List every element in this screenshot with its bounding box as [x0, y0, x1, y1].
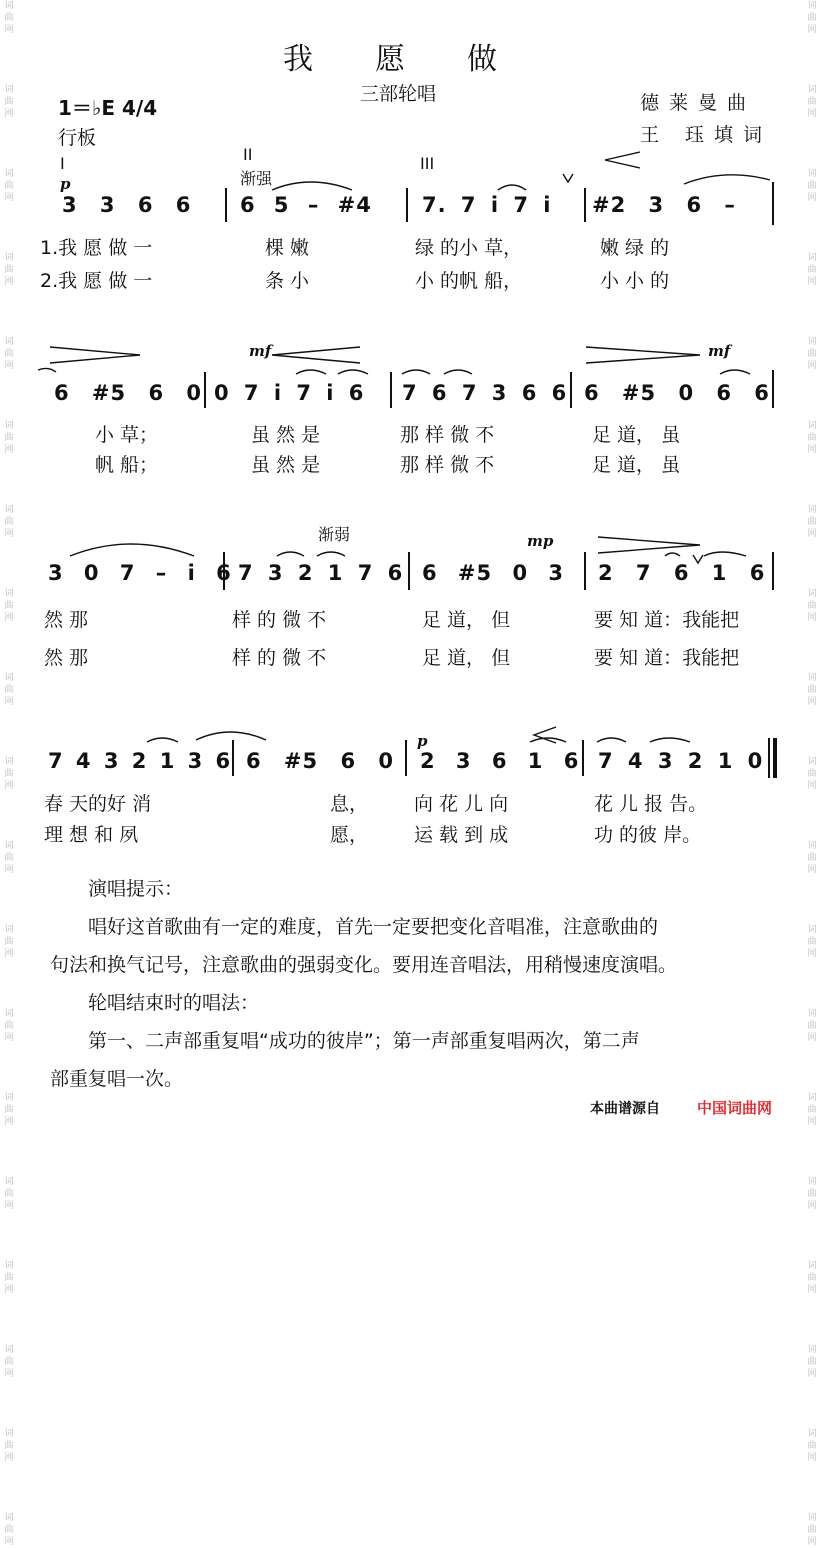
lyric-line: 花 儿 报 告。	[594, 793, 708, 815]
watermark-text: 词 曲 网	[4, 1429, 14, 1463]
lyric-line: 息，	[330, 793, 369, 815]
dynamic-mark: mp	[527, 532, 554, 550]
lyric-line: 然 那	[44, 609, 89, 631]
slur	[338, 370, 368, 374]
watermark-text: 词 曲 网	[4, 589, 14, 623]
measure-notes: 6 #5 0 3	[422, 561, 564, 585]
part-marker-3: III	[420, 154, 435, 173]
watermark-text: 词 曲 网	[807, 1009, 817, 1043]
lyric-line: 1.我 愿 做 一	[40, 237, 153, 259]
measure-notes: 0 7 i 7 i 6	[214, 381, 365, 405]
watermark-text: 词 曲 网	[807, 589, 817, 623]
lyric-line: 虽 然 是	[251, 424, 321, 446]
measure-notes: 6 5 – #4	[240, 193, 372, 217]
watermark-text: 词 曲 网	[807, 85, 817, 119]
watermark-text: 词 曲 网	[807, 1, 817, 35]
measure-notes: 7 3 2 1 7 6	[238, 561, 404, 585]
measure-notes: 7 4 3 2 1 3 6	[48, 749, 232, 773]
watermark-text: 词 曲 网	[4, 1009, 14, 1043]
watermark-text: 词 曲 网	[4, 841, 14, 875]
tips-heading: 演唱提示：	[88, 878, 184, 900]
lyric-line: 然 那	[44, 647, 89, 669]
watermark-text: 词 曲 网	[807, 1177, 817, 1211]
lyric-line: 小 小 的	[600, 270, 670, 292]
tempo-marking: 行板	[58, 127, 97, 149]
lyric-line: 功 的彼 岸。	[594, 824, 702, 846]
watermark-text: 词 曲 网	[807, 925, 817, 959]
lyric-line: 小 草；	[95, 424, 159, 446]
key-signature: 1＝♭E 4/4	[58, 96, 158, 120]
watermark-text: 词 曲 网	[4, 1093, 14, 1127]
watermark-text: 词 曲 网	[807, 169, 817, 203]
tips-paragraph: 第一、二声部重复唱“成功的彼岸”；第一声部重复唱两次，第二声	[88, 1030, 640, 1052]
watermark-text: 词 曲 网	[807, 757, 817, 791]
slur	[277, 552, 304, 556]
dynamic-mark: p	[60, 175, 71, 193]
watermark-text: 词 曲 网	[807, 421, 817, 455]
watermark-text: 词 曲 网	[807, 841, 817, 875]
watermark-text: 词 曲 网	[4, 253, 14, 287]
watermark-text: 词 曲 网	[4, 673, 14, 707]
slur	[720, 370, 750, 374]
watermark-text: 词 曲 网	[807, 253, 817, 287]
song-title: 我愿做	[283, 42, 559, 77]
measure-notes: 6 #5 6 0	[246, 749, 394, 773]
watermark-text: 词 曲 网	[807, 505, 817, 539]
watermark-text: 词 曲 网	[807, 337, 817, 371]
watermark-text: 词 曲 网	[4, 1345, 14, 1379]
measure-notes: 2 7 6 1 6	[598, 561, 766, 585]
slur	[597, 738, 626, 742]
lyric-line: 那 样 微 不	[400, 424, 495, 446]
slur	[684, 175, 770, 184]
part-marker-2: II	[243, 145, 253, 164]
watermark-text: 词 曲 网	[4, 1177, 14, 1211]
lyric-line: 春 天的好 消	[44, 793, 152, 815]
measure-notes: #2 3 6 –	[592, 193, 736, 217]
measure-notes: 7. 7 i 7 i	[422, 193, 552, 217]
lyric-line: 要 知 道：我能把	[594, 647, 740, 669]
breath-mark	[563, 174, 573, 182]
measure-notes: 7 6 7 3 6 6	[402, 381, 568, 405]
watermark-text: 词 曲 网	[4, 169, 14, 203]
slur	[444, 370, 472, 374]
crescendo-hairpin	[605, 152, 640, 168]
lyric-line: 那 样 微 不	[400, 454, 495, 476]
tips-paragraph: 轮唱结束时的唱法：	[88, 992, 260, 1014]
lyric-line: 愿，	[330, 824, 369, 846]
slur	[704, 552, 746, 556]
measure-notes: 7 4 3 2 1 0	[598, 749, 764, 773]
lyric-line: 棵 嫩	[265, 237, 310, 259]
slur	[38, 368, 56, 372]
lyric-line: 足 道， 但	[422, 609, 511, 631]
slur	[665, 553, 680, 556]
slur	[70, 544, 194, 556]
watermark-text: 词 曲 网	[4, 85, 14, 119]
slur	[402, 370, 430, 374]
watermark-text: 词 曲 网	[807, 1513, 817, 1547]
lyric-line: 足 道， 虽	[592, 454, 681, 476]
watermark-text: 词 曲 网	[807, 673, 817, 707]
slur	[296, 370, 326, 374]
footer-brand-link[interactable]: 中国词曲网	[697, 1099, 773, 1117]
measure-notes: 2 3 6 1 6	[420, 749, 580, 773]
slur	[196, 732, 266, 740]
lyric-line: 足 道， 虽	[592, 424, 681, 446]
watermark-text: 词 曲 网	[4, 421, 14, 455]
measure-notes: 6 #5 0 6 6	[584, 381, 770, 405]
measure-notes: 3 3 6 6	[62, 193, 192, 217]
crescendo-hairpin	[534, 727, 556, 743]
crescendo-hairpin	[272, 347, 360, 363]
lyric-line: 样 的 微 不	[232, 609, 327, 631]
lyric-line: 向 花 儿 向	[414, 793, 509, 815]
watermark-text: 词 曲 网	[4, 757, 14, 791]
lyric-line: 绿 的小 草，	[415, 237, 523, 259]
part-marker-1: I	[60, 154, 65, 173]
lyric-line: 要 知 道：我能把	[594, 609, 740, 631]
watermark-text: 词 曲 网	[4, 1, 14, 35]
lyric-line: 运 载 到 成	[414, 824, 509, 846]
watermark-text: 词 曲 网	[807, 1261, 817, 1295]
watermark-text: 词 曲 网	[807, 1345, 817, 1379]
tips-paragraph: 唱好这首歌曲有一定的难度，首先一定要把变化音唱准，注意歌曲的	[88, 916, 659, 938]
dim-marking: 渐弱	[318, 525, 351, 544]
lyric-line: 虽 然 是	[251, 454, 321, 476]
tips-paragraph: 句法和换气记号，注意歌曲的强弱变化。要用连音唱法，用稍慢速度演唱。	[50, 954, 678, 976]
slur	[317, 552, 345, 556]
breath-mark	[693, 555, 703, 563]
footer-source: 本曲谱源自	[590, 1101, 660, 1117]
lyric-line: 2.我 愿 做 一	[40, 270, 153, 292]
slur	[272, 182, 352, 190]
lyric-line: 小 的帆 船，	[415, 270, 523, 292]
measure-notes: 3 0 7 – i 6	[48, 561, 232, 585]
slur	[498, 185, 526, 190]
composer-credit: 德莱曼曲	[640, 92, 757, 114]
watermark-text: 词 曲 网	[4, 1513, 14, 1547]
slur	[147, 738, 178, 742]
watermark-text: 词 曲 网	[4, 925, 14, 959]
decrescendo-hairpin	[598, 537, 700, 553]
dynamic-mark: mf	[708, 342, 731, 360]
lyric-line: 样 的 微 不	[232, 647, 327, 669]
watermark-text: 词 曲 网	[4, 505, 14, 539]
decrescendo-hairpin	[50, 347, 140, 363]
lyric-line: 足 道， 但	[422, 647, 511, 669]
slur	[650, 738, 690, 742]
tips-paragraph: 部重复唱一次。	[50, 1068, 184, 1090]
dynamic-mark: p	[417, 732, 428, 750]
cresc-marking: 渐强	[240, 169, 273, 188]
dynamic-mark: mf	[249, 342, 272, 360]
watermark-text: 词 曲 网	[807, 1429, 817, 1463]
lyric-line: 条 小	[265, 270, 310, 292]
measure-notes: 6 #5 6 0	[54, 381, 202, 405]
lyricist-credit: 王 珏填词	[640, 124, 773, 146]
lyric-line: 帆 船；	[95, 454, 159, 476]
decrescendo-hairpin	[586, 347, 700, 363]
watermark-text: 词 曲 网	[4, 337, 14, 371]
watermark-text: 词 曲 网	[807, 1093, 817, 1127]
song-subtitle: 三部轮唱	[360, 83, 437, 105]
lyric-line: 嫩 绿 的	[600, 237, 670, 259]
lyric-line: 理 想 和 夙	[44, 824, 139, 846]
watermark-text: 词 曲 网	[4, 1261, 14, 1295]
